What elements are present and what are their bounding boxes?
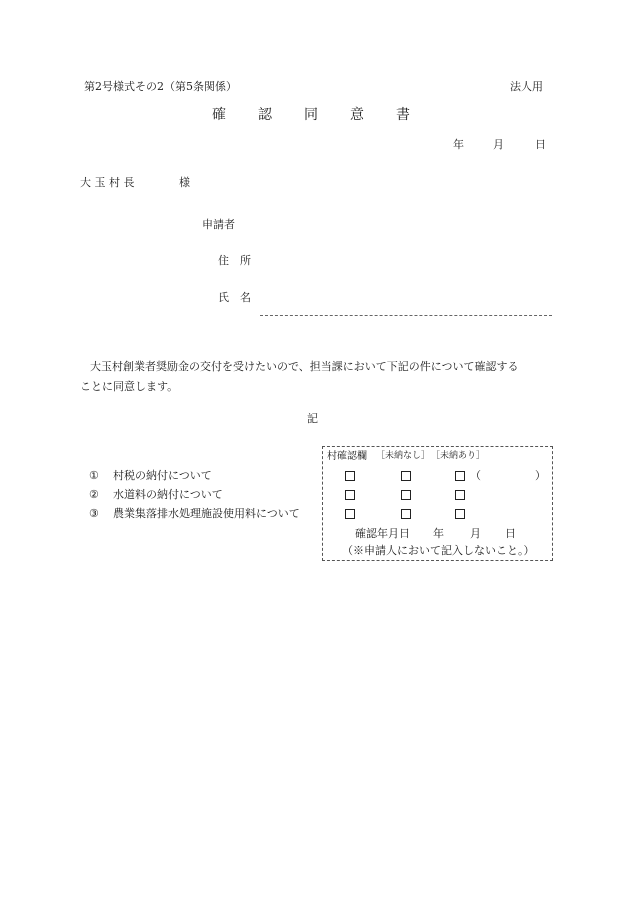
checkbox-item1-none[interactable] [345,471,355,481]
title-char: 書 [396,107,410,123]
form-number: 第2号様式その2（第5条関係） [84,80,237,93]
addressee-honorific: 様 [179,176,190,189]
checkbox-item2-other[interactable] [455,490,465,500]
confirm-year: 年 [433,527,444,540]
confirm-date-label: 確認年月日 [355,527,410,540]
consent-line-2: ことに同意します。 [80,380,179,393]
date-year: 年 [453,138,464,151]
item-number: ② [89,488,99,501]
paren-open: （ [470,469,481,482]
col-unpaid-exists: ［未納あり］ [431,451,486,461]
paren-close: ） [535,469,546,482]
addressee-name: 大 玉 村 長 [80,176,135,189]
checkbox-item3-none[interactable] [345,509,355,519]
address-label: 住 所 [218,254,251,267]
panel-notice: （※申請人において記入しないこと。） [342,544,535,557]
item-text: 水道料の納付について [113,488,223,501]
title-char: 同 [304,107,318,123]
confirm-month: 月 [470,527,481,540]
consent-line-1: 大玉村創業者奨励金の交付を受けたいので、担当課において下記の件について確認する [90,360,519,373]
col-unpaid-none: ［未納なし］ [376,451,431,461]
checkbox-item3-unpaid[interactable] [401,509,411,519]
item-text: 農業集落排水処理施設使用料について [113,507,300,520]
checkbox-item3-other[interactable] [455,509,465,519]
confirm-day: 日 [505,527,516,540]
document-title [0,108,630,124]
checkbox-item2-none[interactable] [345,490,355,500]
item-number: ① [89,469,99,482]
checkbox-item1-unpaid[interactable] [401,471,411,481]
checkbox-item2-unpaid[interactable] [401,490,411,500]
title-char: 意 [350,107,364,123]
name-signature-line [260,315,552,316]
title-char: 確 [212,107,226,123]
check-panel-title: 村確認欄 [327,451,367,462]
title-char: 認 [258,107,272,123]
form-type-label: 法人用 [510,80,543,93]
date-day: 日 [535,138,546,151]
note-heading: 記 [307,412,318,425]
item-number: ③ [89,507,99,520]
name-label: 氏 名 [218,291,251,304]
item-text: 村税の納付について [113,469,212,482]
checkbox-item1-other[interactable] [455,471,465,481]
date-month: 月 [493,138,504,151]
consent-paragraph [80,357,554,397]
applicant-label: 申請者 [202,218,235,231]
